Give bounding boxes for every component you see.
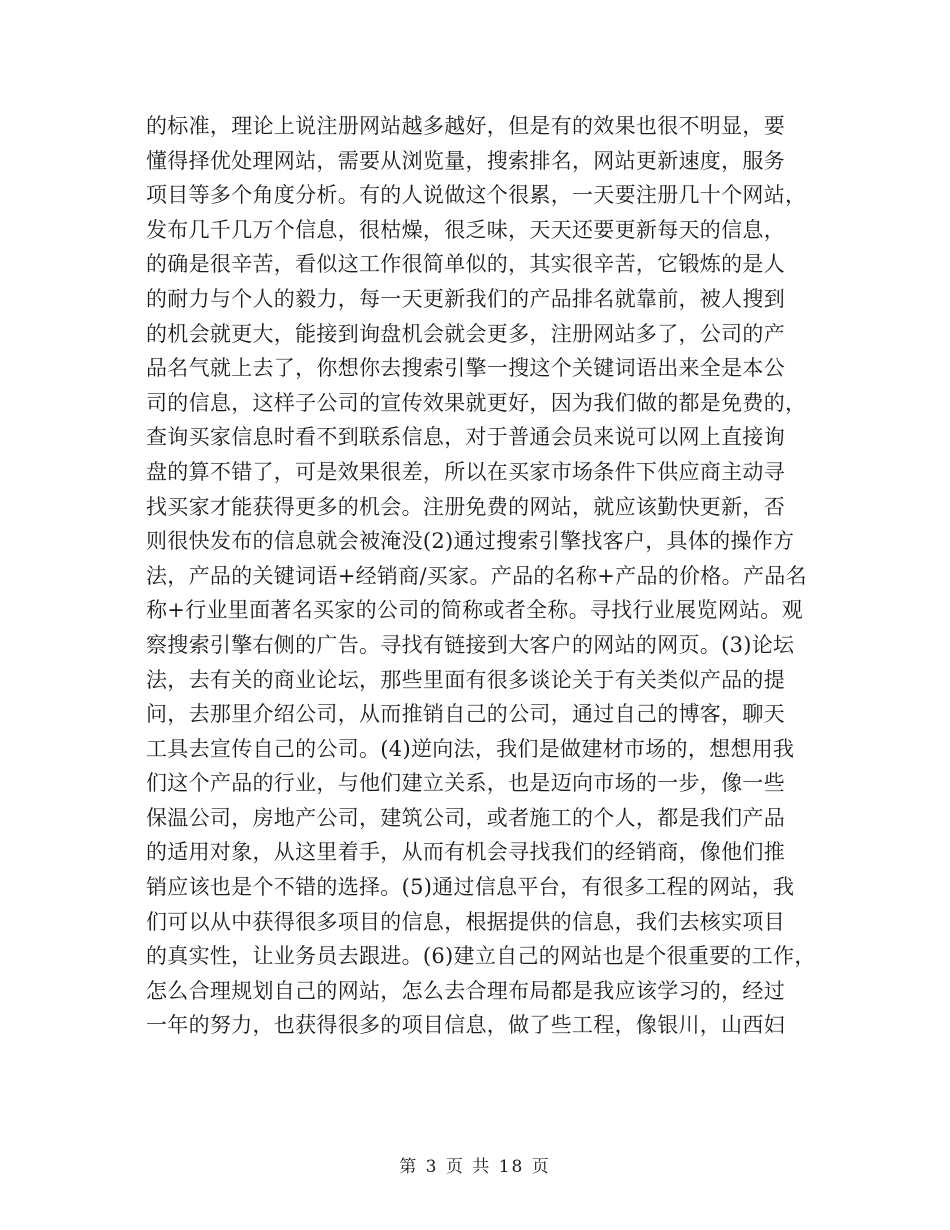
text-line-8: 品名气就上去了，你想你去搜索引擎一搜这个关键词语出来全是本公 [146, 356, 785, 381]
text-line-2: 懂得择优处理网站，需要从浏览量，搜索排名，网站更新速度，服务 [146, 148, 785, 173]
text-line-4: 发布几千几万个信息，很枯燥，很乏味，天天还要更新每天的信息， [146, 217, 785, 242]
text-line-3: 项目等多个角度分析。有的人说做这个很累，一天要注册几十个网站， [146, 183, 807, 208]
text-line-26: 怎么合理规划自己的网站，怎么去合理布局都是我应该学习的，经过 [146, 978, 785, 1003]
text-line-25: 的真实性，让业务员去跟进。(6)建立自己的网站也是个很重要的工作， [146, 944, 816, 969]
text-line-16: 察搜索引擎右侧的广告。寻找有链接到大客户的网站的网页。(3)论坛 [146, 632, 795, 657]
text-line-9: 司的信息，这样子公司的宣传效果就更好，因为我们做的都是免费的， [146, 390, 807, 415]
text-line-6: 的耐力与个人的毅力，每一天更新我们的产品排名就靠前，被人搜到 [146, 286, 785, 311]
text-line-12: 找买家才能获得更多的机会。注册免费的网站，就应该勤快更新，否 [146, 494, 785, 519]
text-line-14: 法，产品的关键词语+经销商/买家。产品的名称+产品的价格。产品名 [146, 563, 807, 588]
body-text [146, 109, 826, 1043]
text-line-24: 们可以从中获得很多项目的信息，根据提供的信息，我们去核实项目 [146, 909, 785, 934]
text-line-15: 称+行业里面著名买家的公司的简称或者全称。寻找行业展览网站。观 [146, 598, 803, 623]
text-line-7: 的机会就更大，能接到询盘机会就会更多，注册网站多了，公司的产 [146, 321, 785, 346]
text-line-27: 一年的努力，也获得很多的项目信息，做了些工程，像银川，山西妇 [146, 1013, 785, 1038]
text-line-20: 们这个产品的行业，与他们建立关系，也是迈向市场的一步，像一些 [146, 771, 785, 796]
page-number-footer: 第 3 页 共 18 页 [399, 1157, 551, 1177]
text-line-11: 盘的算不错了，可是效果很差，所以在买家市场条件下供应商主动寻 [146, 459, 785, 484]
text-line-18: 问，去那里介绍公司，从而推销自己的公司，通过自己的博客，聊天 [146, 702, 785, 727]
text-line-13: 则很快发布的信息就会被淹没(2)通过搜索引擎找客户，具体的操作方 [146, 529, 795, 554]
text-line-5: 的确是很辛苦，看似这工作很简单似的，其实很辛苦，它锻炼的是人 [146, 252, 785, 277]
text-line-17: 法，去有关的商业论坛，那些里面有很多谈论关于有关类似产品的提 [146, 667, 785, 692]
text-line-22: 的适用对象，从这里着手，从而有机会寻找我们的经销商，像他们推 [146, 840, 785, 865]
text-line-1: 的标准，理论上说注册网站越多越好，但是有的效果也很不明显，要 [146, 114, 785, 138]
text-line-23: 销应该也是个不错的选择。(5)通过信息平台，有很多工程的网站，我 [146, 875, 795, 900]
text-line-10: 查询买家信息时看不到联系信息，对于普通会员来说可以网上直接询 [146, 425, 785, 450]
text-line-19: 工具去宣传自己的公司。(4)逆向法，我们是做建材市场的，想想用我 [146, 736, 795, 761]
text-line-21: 保温公司，房地产公司，建筑公司，或者施工的个人，都是我们产品 [146, 805, 785, 830]
